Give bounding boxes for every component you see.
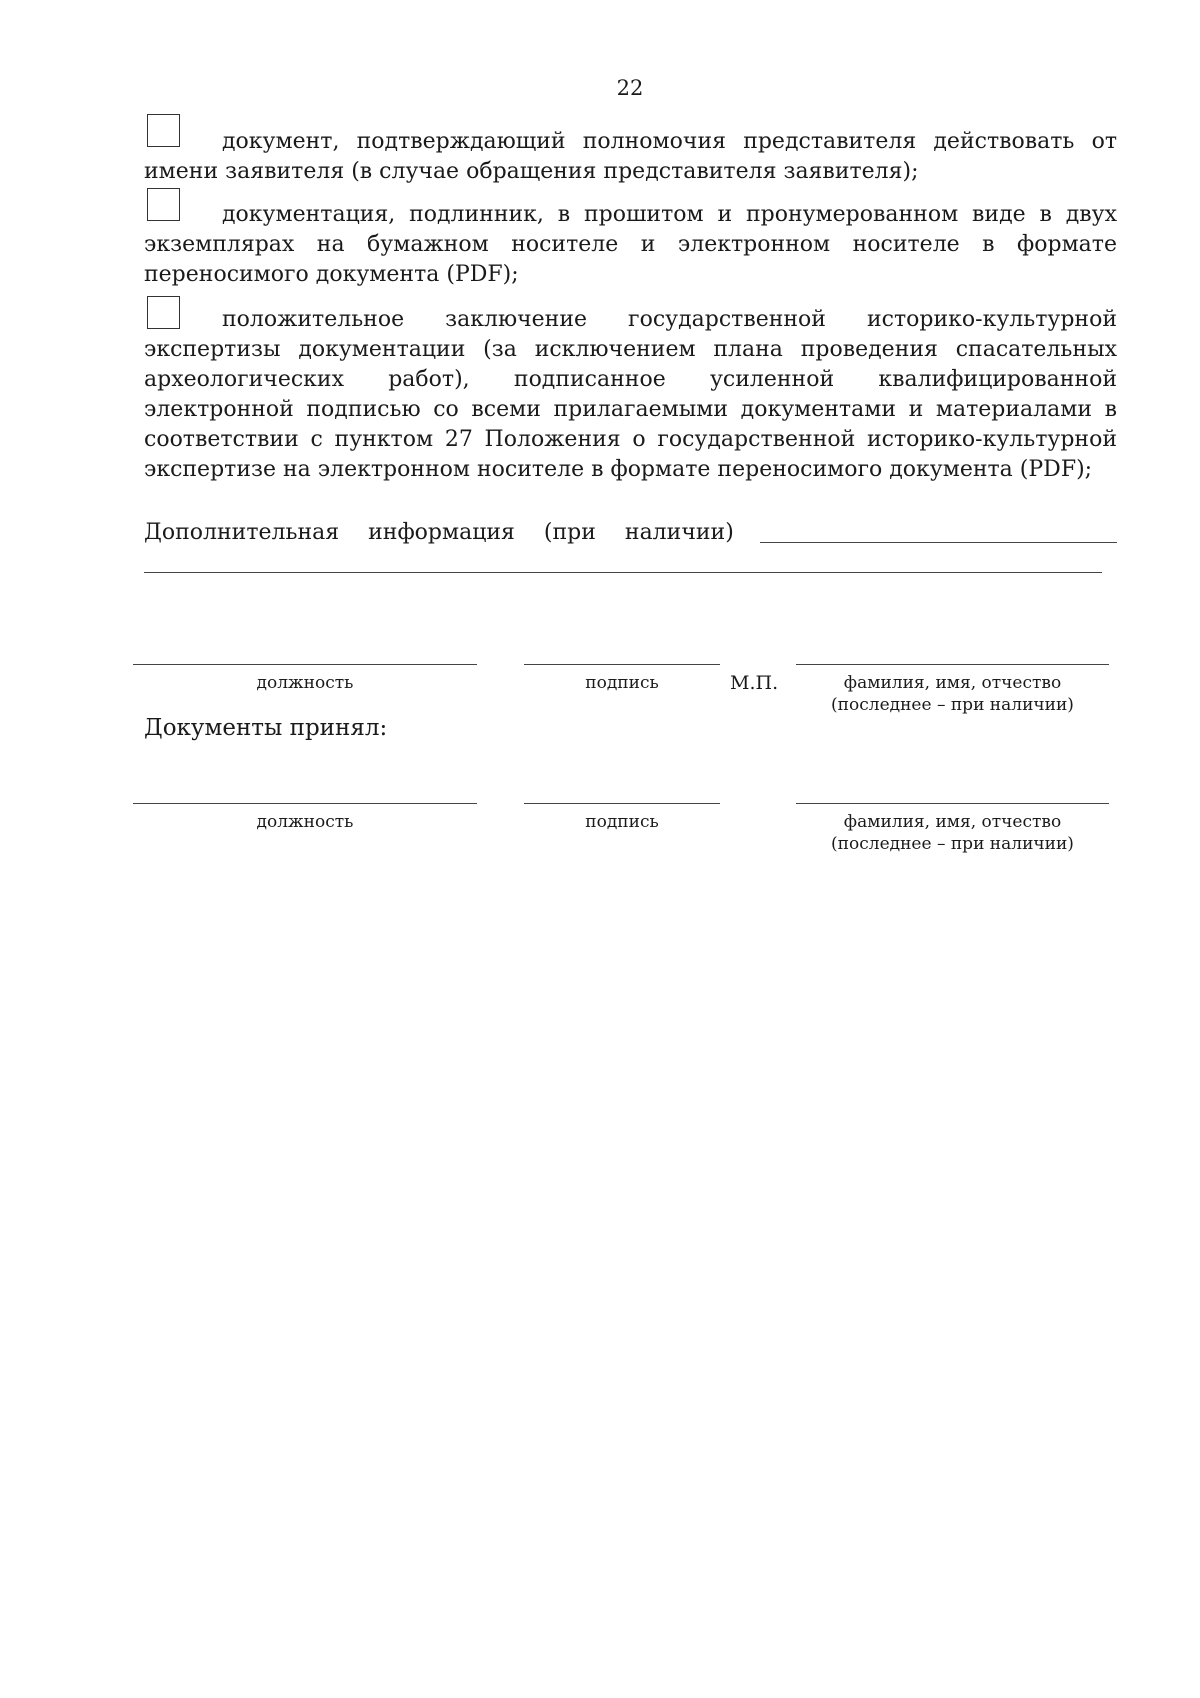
additional-info-row (144, 516, 1117, 548)
receiver-signature-caption: подпись (585, 812, 659, 832)
receiver-name-caption-line2: (последнее – при наличии) (831, 834, 1074, 854)
applicant-position-caption: должность (256, 673, 354, 693)
page-number: 22 (616, 76, 644, 100)
additional-info-field[interactable] (760, 541, 1117, 543)
applicant-signature-caption: подпись (585, 673, 659, 693)
receiver-position-caption: должность (256, 812, 354, 832)
receiver-signature-line[interactable] (524, 803, 720, 804)
receiver-name-line[interactable] (796, 803, 1109, 804)
applicant-name-caption-line2: (последнее – при наличии) (831, 695, 1074, 715)
item-expertise-conclusion: положительное заключение государственной историко-культурной экспертизы документации (за исключением плана проведения спасательных археологических работ), подписанное усиленной квалифицированной электронной подписью со всеми прилагаемыми документами и материалами в соответствии с пунктом 27 Положения о государственной историко-культурной экспертизе на электронном носителе в формате переносимого документа (PDF); (144, 307, 1117, 482)
accepted-label: Документы принял: (144, 715, 388, 741)
additional-info-label: Дополнительная информация (при наличии) (144, 520, 734, 545)
applicant-name-caption (796, 672, 1109, 716)
applicant-position-line[interactable] (133, 664, 477, 665)
receiver-name-caption-line1: фамилия, имя, отчество (843, 812, 1062, 832)
receiver-name-caption (796, 811, 1109, 855)
applicant-name-line[interactable] (796, 664, 1109, 665)
item-documentation: документация, подлинник, в прошитом и пронумерованном виде в двух экземплярах на бумажном носителе и электронном носителе в формате переносимого документа (PDF); (144, 202, 1117, 287)
applicant-signature-line[interactable] (524, 664, 720, 665)
additional-info-field-line2[interactable] (144, 572, 1102, 573)
item-authority-document: документ, подтверждающий полномочия представителя действовать от имени заявителя (в случае обращения представителя заявителя); (144, 129, 1117, 184)
receiver-position-line[interactable] (133, 803, 477, 804)
stamp-label: М.П. (730, 672, 779, 694)
applicant-name-caption-line1: фамилия, имя, отчество (843, 673, 1062, 693)
